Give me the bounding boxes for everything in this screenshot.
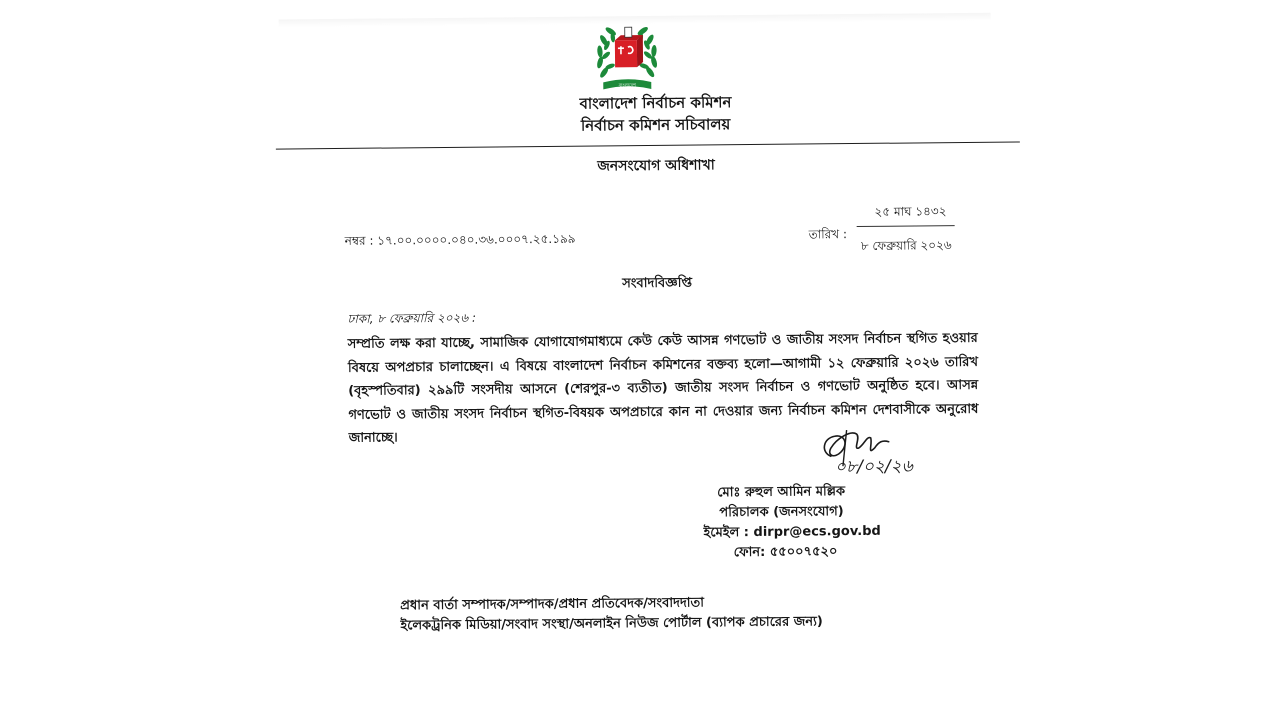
date-bangla: ২৫ মাঘ ১৪৩২ bbox=[874, 204, 947, 219]
notice-body: সম্প্রতি লক্ষ করা যাচ্ছে, সামাজিক যোগাযোগমাধ্যমে কেউ কেউ আসন্ন গণভোট ও জাতীয় সংসদ নির্বাচন স্থগিত হওয়ার বিষয়ে অপপ্রচার চালাচ্ছেন। এ বিষয়ে বাংলাদেশ নির্বাচন কমিশনের বক্তব্য হলো—আগামী ১২ ফেব্রুয়ারি ২০২৬ তারিখ (বৃহস্পতিবার) ২৯৯টি সংসদীয় আসনে (শেরপুর-৩ ব্যতীত) জাতীয় সংসদ নির্বাচন ও গণভোট অনুষ্ঠিত হবে। আসন্ন গণভোট ও জাতীয় সংসদ নির্বাচন স্থগিত-বিষয়ক অপপ্রচারে কান না দেওয়ার জন্য নির্বাচন কমিশন দেশবাসীকে অনুরোধ জানাচ্ছে। bbox=[347, 330, 979, 447]
memo-number: নম্বর : ১৭.০০.০০০০.০৪০.৩৬.০০০৭.২৫.১৯৯ bbox=[344, 231, 576, 248]
signatory-phone: ফোন: ৫৫০০৭৫২০ bbox=[733, 544, 838, 561]
signatory-email: ইমেইল : dirpr@ecs.gov.bd bbox=[703, 523, 881, 541]
notice-dateline: ঢাকা, ৮ ফেব্রুয়ারি ২০২৬ : bbox=[347, 310, 477, 326]
handwritten-signature-icon bbox=[817, 425, 925, 478]
distribution-line-1: প্রধান বার্তা সম্পাদক/সম্পাদক/প্রধান প্রতিবেদক/সংবাদদাতা bbox=[400, 595, 705, 614]
date-divider bbox=[857, 225, 955, 227]
press-release-document bbox=[275, 12, 1026, 720]
date-label: তারিখ : bbox=[808, 227, 848, 242]
svg-text:বাংলাদেশ: বাংলাদেশ bbox=[618, 83, 636, 89]
organization-name: বাংলাদেশ নির্বাচন কমিশন bbox=[579, 93, 732, 113]
notice-title: সংবাদবিজ্ঞপ্তি bbox=[622, 275, 693, 292]
date-gregorian: ৮ ফেব্রুয়ারি ২০২৬ bbox=[860, 238, 952, 253]
section-name: জনসংযোগ অধিশাখা bbox=[597, 157, 715, 175]
header-divider bbox=[276, 141, 1020, 149]
election-commission-logo-icon bbox=[591, 22, 664, 95]
svg-text:০৮/০২/২৬: ০৮/০২/২৬ bbox=[834, 456, 913, 478]
signatory-designation: পরিচালক (জনসংযোগ) bbox=[719, 504, 844, 521]
distribution-line-2: ইলেকট্রনিক মিডিয়া/সংবাদ সংস্থা/অনলাইন নিউজ পোর্টাল (ব্যাপক প্রচারের জন্য) bbox=[400, 614, 823, 634]
signatory-name: মোঃ রুহুল আমিন মল্লিক bbox=[717, 484, 846, 501]
secretariat-name: নির্বাচন কমিশন সচিবালয় bbox=[580, 115, 731, 135]
